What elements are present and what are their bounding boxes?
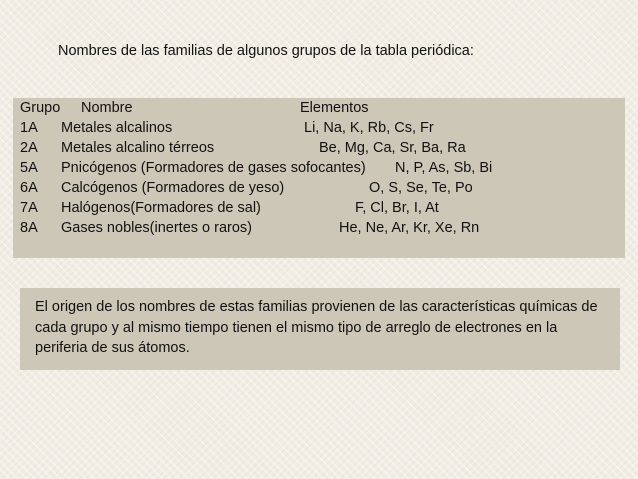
- row-elements: Be, Mg, Ca, Sr, Ba, Ra: [319, 140, 466, 156]
- explanation-box: [20, 288, 620, 370]
- row-elements: F, Cl, Br, I, At: [355, 200, 439, 216]
- row-name: Halógenos(Formadores de sal): [61, 200, 261, 216]
- header-name: Nombre: [81, 100, 133, 116]
- row-name: Calcógenos (Formadores de yeso): [61, 180, 285, 196]
- row-name: Pnicógenos (Formadores de gases sofocantes): [61, 160, 366, 176]
- row-elements: Li, Na, K, Rb, Cs, Fr: [304, 120, 434, 136]
- row-elements: He, Ne, Ar, Kr, Xe, Rn: [339, 220, 480, 236]
- row-code: 5A: [20, 160, 38, 176]
- row-code: 8A: [20, 220, 38, 236]
- row-name: Metales alcalinos: [61, 120, 173, 136]
- header-group: Grupo: [20, 100, 61, 116]
- header-elements: Elementos: [300, 100, 369, 116]
- row-elements: O, S, Se, Te, Po: [369, 180, 473, 196]
- row-code: 6A: [20, 180, 38, 196]
- row-code: 1A: [20, 120, 38, 136]
- row-name: Metales alcalino térreos: [61, 140, 215, 156]
- row-code: 2A: [20, 140, 38, 156]
- row-code: 7A: [20, 200, 38, 216]
- row-name: Gases nobles(inertes o raros): [61, 220, 252, 236]
- row-elements: N, P, As, Sb, Bi: [395, 160, 493, 176]
- families-table: [13, 98, 625, 258]
- explanation-text: El origen de los nombres de estas familias provienen de las características químicas de cada grupo y al mismo tiempo tienen el mismo tipo de arreglo de electrones en la periferia de sus átomos.: [35, 299, 598, 356]
- slide-title: Nombres de las familias de algunos grupos de la tabla periódica:: [58, 43, 474, 59]
